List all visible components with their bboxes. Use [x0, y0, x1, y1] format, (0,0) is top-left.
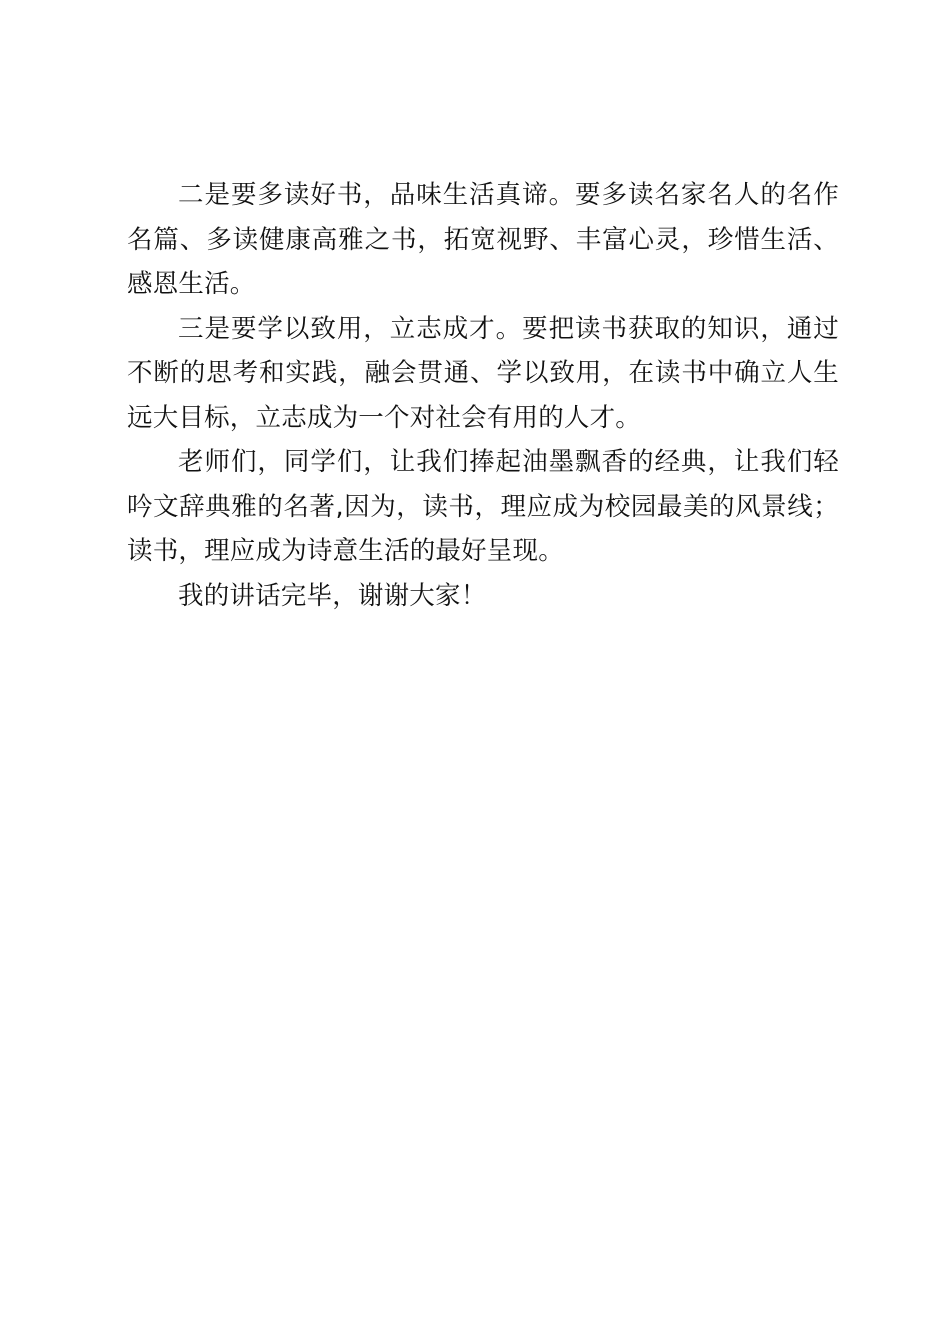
document-body: [127, 173, 839, 618]
text-line: 感恩生活。: [127, 269, 256, 299]
paragraph-apply-learning: [127, 307, 839, 441]
text-line: 老师们，同学们，让我们捧起油墨飘香的经典，让我们轻: [178, 447, 839, 477]
text-line: 吟文辞典雅的名著,因为，读书，理应成为校园最美的风景线；: [127, 491, 839, 522]
paragraph-closing: [127, 574, 839, 619]
text-line: 远大目标，立志成为一个对社会有用的人才。: [127, 402, 642, 433]
text-line: 读书，理应成为诗意生活的最好呈现。: [127, 536, 564, 566]
text-line: 二是要多读好书，品味生活真谛。要多读名家名人的名作: [178, 180, 839, 210]
text-line: 三是要学以致用，立志成才。要把读书获取的知识，通过: [178, 313, 839, 344]
text-line: 名篇、多读健康高雅之书，拓宽视野、丰富心灵，珍惜生活、: [127, 224, 839, 255]
paragraph-call-to-read: [127, 440, 839, 574]
text-line: 不断的思考和实践，融会贯通、学以致用，在读书中确立人生: [127, 358, 839, 388]
paragraph-reading-good-books: [127, 173, 839, 307]
text-line: 我的讲话完毕，谢谢大家！: [178, 580, 487, 611]
